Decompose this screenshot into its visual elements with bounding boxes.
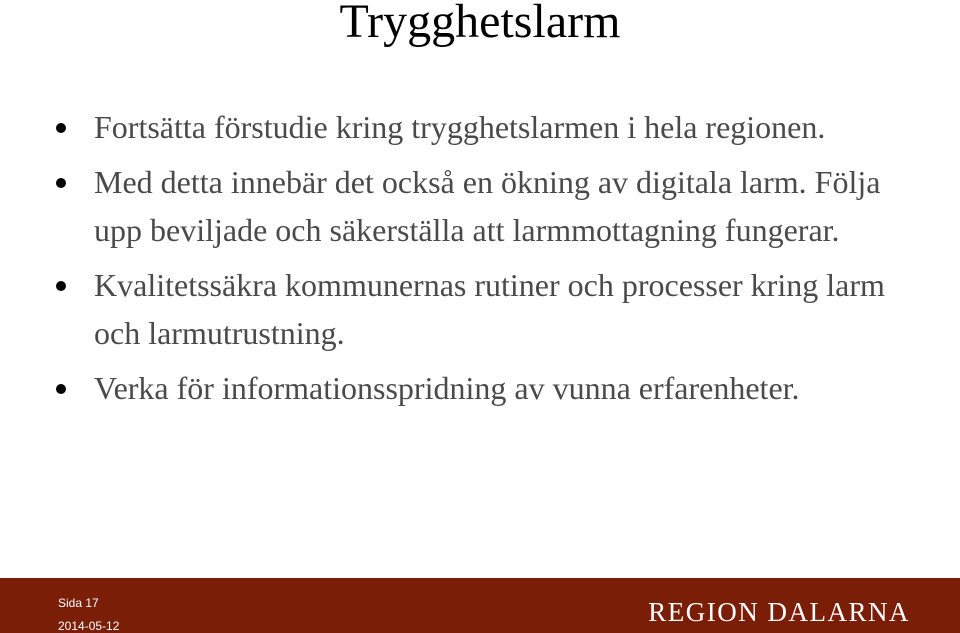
- bullet-item: [54, 103, 934, 152]
- bullet-text: Fortsätta förstudie kring trygghetslarmen i hela regionen.: [94, 109, 826, 145]
- bullet-text: Med detta innebär det också en ökning av digitala larm. Följa upp beviljade och säkerställa att larmmottagning fungerar.: [94, 163, 881, 248]
- bullet-dot-icon: [56, 384, 66, 394]
- page-number: Sida 17: [58, 596, 99, 610]
- footer-bar: [0, 578, 960, 633]
- bullet-text: Verka för informationsspridning av vunna erfarenheter.: [94, 369, 800, 406]
- slide-title: Trygghetslarm: [339, 0, 621, 48]
- bullet-dot-icon: [56, 178, 66, 188]
- bullet-item: [54, 364, 934, 413]
- bullet-text: Kvalitetssäkra kommunernas rutiner och processer kring larm och larmutrustning.: [94, 266, 885, 351]
- slide-date: 2014-05-12: [58, 619, 120, 633]
- bullet-list: [54, 103, 934, 418]
- bullet-dot-icon: [56, 123, 66, 133]
- region-dalarna-logo: REGION DALARNA: [648, 597, 910, 627]
- bullet-item: [54, 158, 934, 255]
- bullet-item: [54, 261, 934, 358]
- bullet-dot-icon: [56, 281, 66, 291]
